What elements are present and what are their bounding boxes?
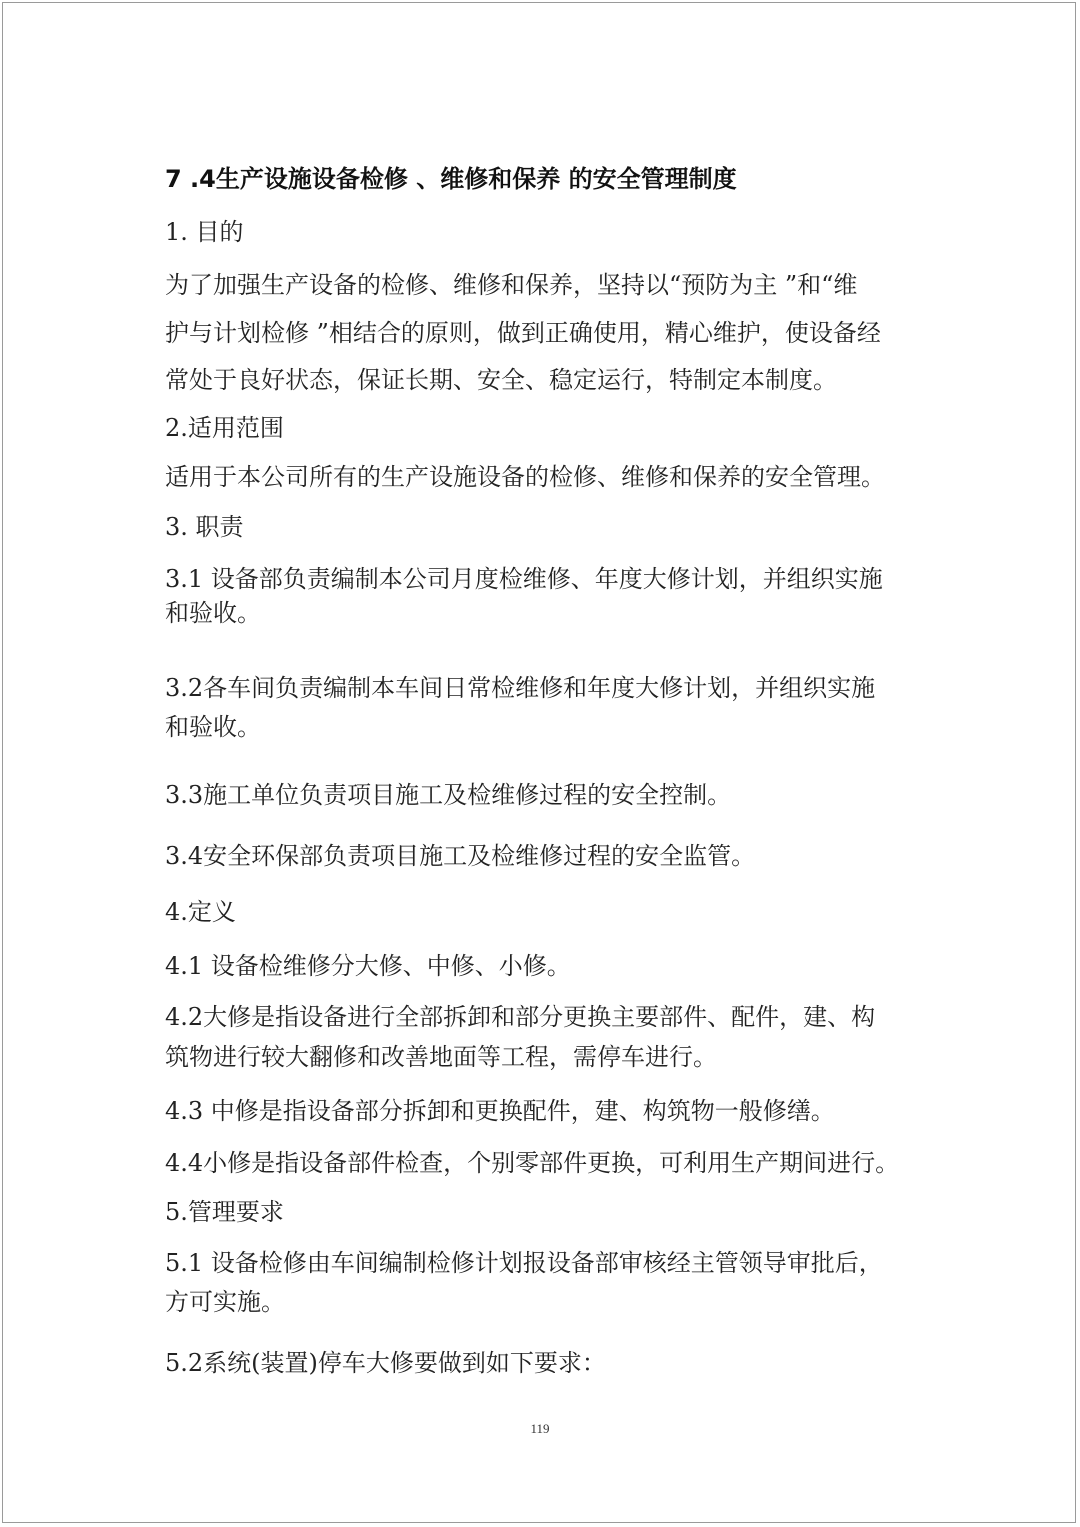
paragraph-line: 筑物进行较大翻修和改善地面等工程，需停车进行。 <box>165 1043 717 1071</box>
paragraph-line: 3.4安全环保部负责项目施工及检维修过程的安全监管。 <box>165 842 756 870</box>
paragraph-line: 方可实施。 <box>165 1288 285 1316</box>
paragraph-line: 3.1 设备部负责编制本公司月度检维修、年度大修计划，并组织实施 <box>165 565 883 593</box>
heading-definitions: 4.定义 <box>165 898 236 926</box>
paragraph-line: 为了加强生产设备的检修、维修和保养，坚持以“预防为主 ”和“维 <box>165 271 858 299</box>
paragraph-line: 5.1 设备检修由车间编制检修计划报设备部审核经主管领导审批后， <box>165 1249 883 1277</box>
section-title: 7 .4生产设施设备检修 、维修和保养 的安全管理制度 <box>165 165 737 193</box>
paragraph-line: 和验收。 <box>165 599 261 627</box>
paragraph-line: 和验收。 <box>165 713 261 741</box>
paragraph-line: 4.3 中修是指设备部分拆卸和更换配件，建、构筑物一般修缮。 <box>165 1097 835 1125</box>
heading-management-requirements: 5.管理要求 <box>165 1198 284 1226</box>
paragraph-line: 3.3施工单位负责项目施工及检维修过程的安全控制。 <box>165 781 732 809</box>
heading-responsibilities: 3. 职责 <box>165 513 244 541</box>
paragraph-line: 护与计划检修 ”相结合的原则，做到正确使用，精心维护，使设备经 <box>165 319 881 347</box>
paragraph-line: 3.2各车间负责编制本车间日常检维修和年度大修计划，并组织实施 <box>165 674 876 702</box>
paragraph-line: 常处于良好状态，保证长期、安全、稳定运行，特制定本制度。 <box>165 366 837 394</box>
page-number: 119 <box>530 1421 550 1436</box>
paragraph-line: 5.2系统(装置)停车大修要做到如下要求： <box>165 1349 606 1377</box>
paragraph-line: 4.2大修是指设备进行全部拆卸和部分更换主要部件、配件，建、构 <box>165 1003 876 1031</box>
paragraph-line: 4.4小修是指设备部件检查，个别零部件更换，可利用生产期间进行。 <box>165 1149 900 1177</box>
paragraph-line: 适用于本公司所有的生产设施设备的检修、维修和保养的安全管理。 <box>165 463 885 491</box>
paragraph-line: 4.1 设备检维修分大修、中修、小修。 <box>165 952 571 980</box>
document-page <box>2 2 1076 1523</box>
heading-scope: 2.适用范围 <box>165 414 284 442</box>
heading-purpose: 1. 目的 <box>165 218 244 246</box>
